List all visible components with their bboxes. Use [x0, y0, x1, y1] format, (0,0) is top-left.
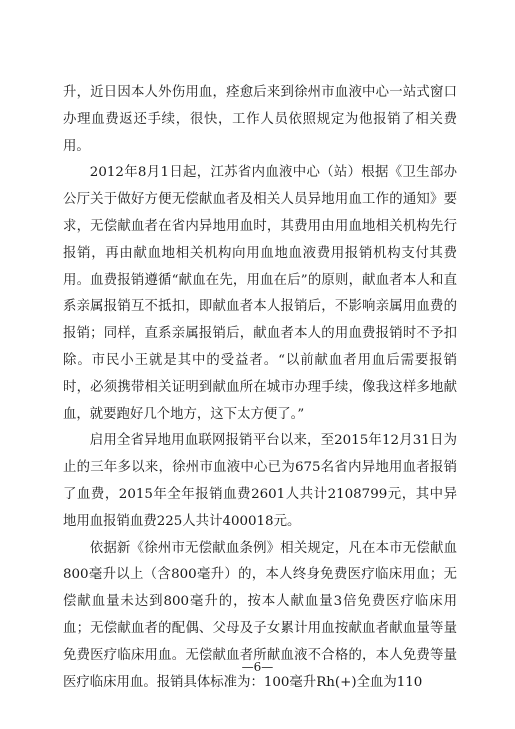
- paragraph-statistics: 启用全省异地用血联网报销平台以来，至2015年12月31日为止的三年多以来，徐州市血液中心已为675名省内异地用血者报销了血费，2015年全年报销血费2601人共计2108799元，其中异地用血报销血费225人共计400018元。: [63, 433, 457, 529]
- paragraph-policy: 2012年8月1日起，江苏省内血液中心（站）根据《卫生部办公厅关于做好方便无偿献血者及相关人员异地用血工作的通知》要求，无偿献血者在省内异地用血时，其费用由用血地相关机构先行报销，再由献血地相关机构向用血地血液费用报销机构支付其费用。血费报销遵循“献血在先，用血在后”的原则，献血者本人和直系亲属报销互不抵扣，即献血者本人报销后，不影响亲属用血费的报销；同样，直系亲属报销后，献血者本人的用血费报销时不予扣除。市民小王就是其中的受益者。“以前献血者用血后需要报销时，必须携带相关证明到献血所在城市办理手续，像我这样多地献血，就要跑好几个地方，这下太方便了。”: [63, 165, 457, 422]
- body-text: [63, 80, 457, 696]
- page-number: —6—: [241, 660, 274, 674]
- paragraph-continuation: 升，近日因本人外伤用血，痊愈后来到徐州市血液中心一站式窗口办理血费返还手续，很快，工作人员依照规定为他报销了相关费用。: [63, 85, 457, 154]
- paragraph-regulation: 依据新《徐州市无偿献血条例》相关规定，凡在本市无偿献血800毫升以上（含800毫升）的，本人终身免费医疗临床用血；无偿献血量未达到800毫升的，按本人献血量3倍免费医疗临床用血；无偿献血者的配偶、父母及子女累计用血按献血者献血量等量免费医疗临床用血。无偿献血者所献血液不合格的，本人免费等量医疗临床用血。报销具体标准为：100毫升Rh(+)全血为110: [63, 540, 457, 690]
